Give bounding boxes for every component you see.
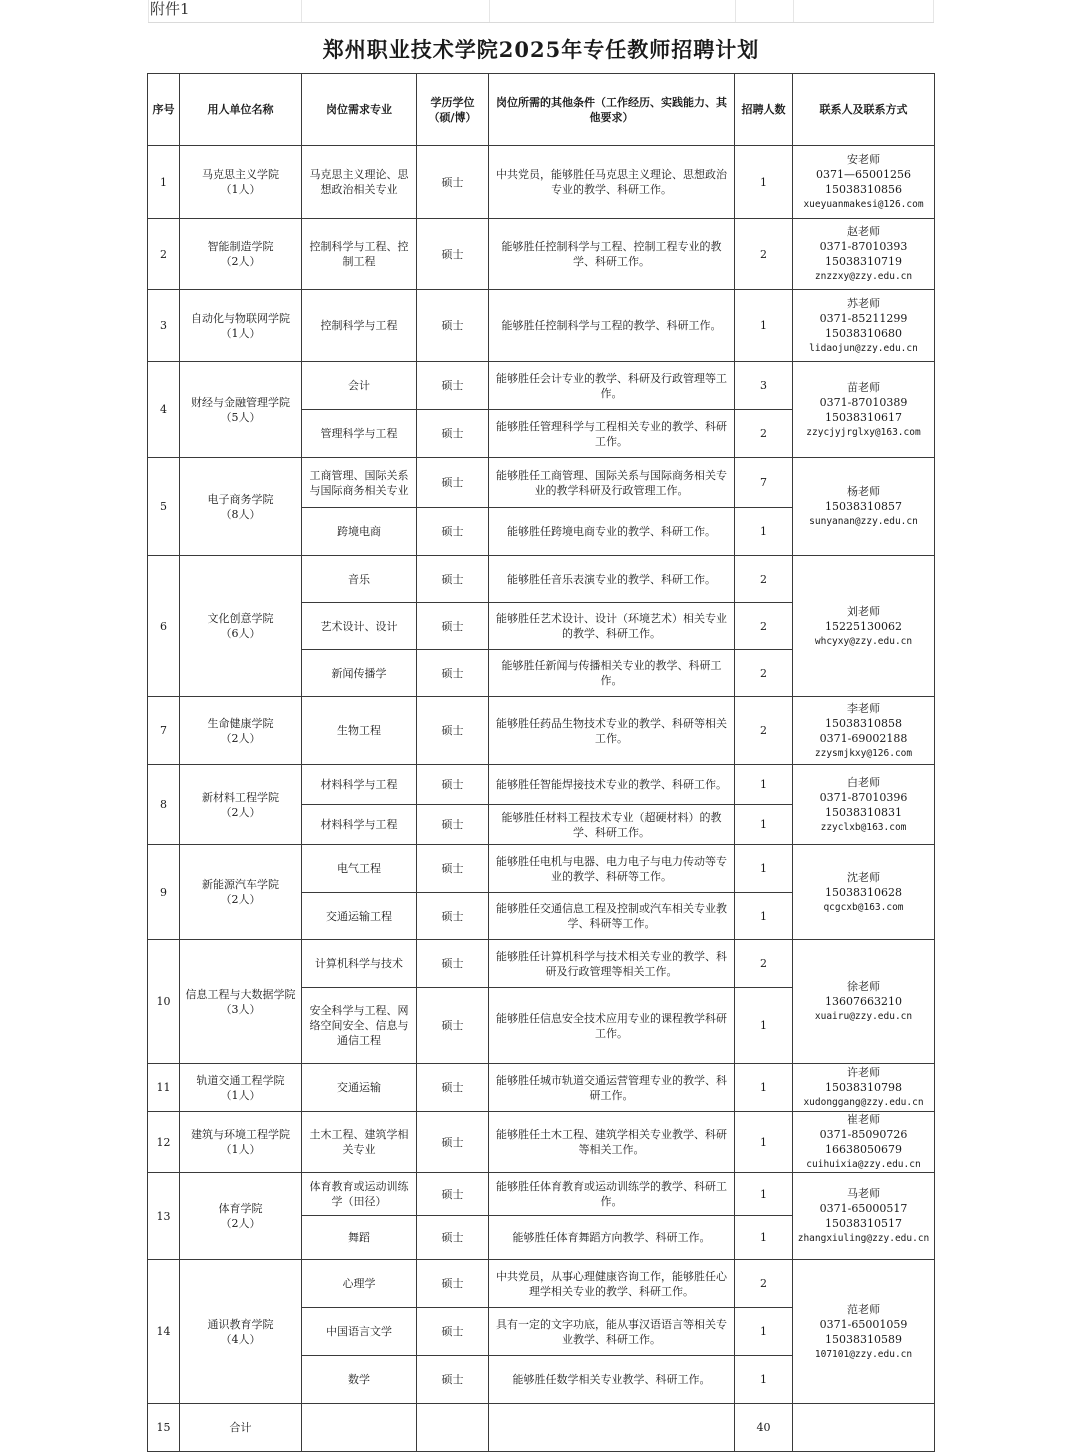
contact-phone: 15038310719 xyxy=(825,255,902,268)
row-number: 6 xyxy=(148,556,180,697)
position-count: 1 xyxy=(735,1064,793,1112)
unit-name-text: 通识教育学院 xyxy=(207,1317,274,1331)
position-count: 1 xyxy=(735,765,793,805)
table-row xyxy=(148,1112,935,1173)
position-major: 电气工程 xyxy=(302,845,417,893)
position-count: 1 xyxy=(735,893,793,940)
unit-name-text: 生命健康学院 xyxy=(207,716,274,730)
header-contact: 联系人及联系方式 xyxy=(793,74,935,146)
unit-name xyxy=(180,458,302,556)
position-degree: 硕士 xyxy=(417,697,489,765)
position-conditions: 能够胜任体育教育或运动训练学的教学、科研工作。 xyxy=(489,1173,735,1216)
position-degree: 硕士 xyxy=(417,893,489,940)
unit-headcount: （1人） xyxy=(220,183,261,196)
contact-name: 马老师 xyxy=(847,1187,880,1200)
table-row xyxy=(148,697,935,765)
position-count: 7 xyxy=(735,458,793,508)
unit-headcount: （8人） xyxy=(220,507,261,521)
position-degree: 硕士 xyxy=(417,508,489,556)
position-degree: 硕士 xyxy=(417,219,489,290)
row-number: 3 xyxy=(148,290,180,362)
position-conditions: 能够胜任计算机科学与技术相关专业的教学、科研及行政管理等相关工作。 xyxy=(489,940,735,988)
position-major: 交通运输工程 xyxy=(302,893,417,940)
unit-name-text: 电子商务学院 xyxy=(207,492,274,506)
position-conditions: 能够胜任数学相关专业教学、科研工作。 xyxy=(489,1356,735,1404)
contact-email: zzysmjkxy@126.com xyxy=(814,747,913,759)
position-conditions: 能够胜任控制科学与工程、控制工程专业的教学、科研工作。 xyxy=(489,219,735,290)
contact-email: znzzxy@zzy.edu.cn xyxy=(814,271,913,282)
contact-name: 苏老师 xyxy=(847,296,880,310)
unit-headcount: （5人） xyxy=(220,410,261,424)
position-conditions: 能够胜任管理科学与工程相关专业的教学、科研工作。 xyxy=(489,410,735,458)
table-row xyxy=(148,1064,935,1112)
contact-phone: 15225130062 xyxy=(825,619,902,633)
row-number: 12 xyxy=(148,1112,180,1173)
position-count: 2 xyxy=(735,219,793,290)
header-major: 岗位需求专业 xyxy=(302,74,417,146)
contact-phone: 15038310589 xyxy=(825,1332,902,1346)
unit-name-text: 新能源汽车学院 xyxy=(202,878,279,891)
contact-email: zzyclxb@163.com xyxy=(820,821,907,833)
table-row xyxy=(148,940,935,988)
row-number: 14 xyxy=(148,1260,180,1404)
top-gridline xyxy=(933,0,934,22)
position-count: 1 xyxy=(735,805,793,845)
top-gridline xyxy=(489,0,490,22)
recruitment-table xyxy=(147,73,935,1452)
position-degree: 硕士 xyxy=(417,146,489,219)
contact-phone: 15038310858 xyxy=(825,716,902,730)
contact-phone: 0371—65001256 xyxy=(816,168,911,181)
contact-name: 白老师 xyxy=(847,775,880,789)
position-count: 1 xyxy=(735,1216,793,1260)
position-degree: 硕士 xyxy=(417,940,489,988)
position-major: 马克思主义理论、思想政治相关专业 xyxy=(302,146,417,219)
unit-headcount: （2人） xyxy=(220,805,261,819)
contact-email: whcyxy@zzy.edu.cn xyxy=(814,635,913,647)
top-gridline xyxy=(301,0,302,22)
position-conditions: 能够胜任艺术设计、设计（环境艺术）相关专业的教学、科研工作。 xyxy=(489,603,735,650)
contact-email: lidaojun@zzy.edu.cn xyxy=(809,342,918,354)
position-count: 1 xyxy=(735,290,793,362)
contact-email: xudonggang@zzy.edu.cn xyxy=(803,1097,924,1108)
contact-email: cuihuixia@zzy.edu.cn xyxy=(806,1159,921,1170)
position-conditions: 中共党员，从事心理健康咨询工作，能够胜任心理学相关专业的教学、科研工作。 xyxy=(489,1260,735,1308)
unit-headcount: （4人） xyxy=(220,1332,261,1346)
contact-info xyxy=(793,1064,935,1112)
total-empty-major xyxy=(302,1404,417,1452)
unit-headcount: （2人） xyxy=(220,1217,261,1230)
position-major: 控制科学与工程 xyxy=(302,290,417,362)
top-divider xyxy=(148,22,934,23)
total-empty-degree xyxy=(417,1404,489,1452)
position-count: 2 xyxy=(735,940,793,988)
position-major: 心理学 xyxy=(302,1260,417,1308)
table-row xyxy=(148,1173,935,1216)
unit-name-text: 智能制造学院 xyxy=(207,240,274,253)
unit-name-text: 文化创意学院 xyxy=(207,612,274,625)
position-degree: 硕士 xyxy=(417,1308,489,1356)
position-degree: 硕士 xyxy=(417,1260,489,1308)
position-major: 交通运输 xyxy=(302,1064,417,1112)
position-degree: 硕士 xyxy=(417,988,489,1064)
contact-name: 许老师 xyxy=(847,1066,880,1079)
contact-name: 范老师 xyxy=(847,1302,880,1316)
unit-headcount: （1人） xyxy=(220,1088,261,1102)
position-major: 艺术设计、设计 xyxy=(302,603,417,650)
contact-email: zhangxiuling@zzy.edu.cn xyxy=(797,1233,930,1244)
contact-phone: 0371-87010389 xyxy=(819,395,908,409)
contact-phone: 15038310680 xyxy=(825,326,902,340)
position-major: 音乐 xyxy=(302,556,417,603)
unit-headcount: （1人） xyxy=(220,1143,261,1156)
total-row xyxy=(148,1404,935,1452)
position-count: 2 xyxy=(735,650,793,697)
position-count: 2 xyxy=(735,410,793,458)
position-count: 1 xyxy=(735,1112,793,1173)
position-conditions: 能够胜任体育舞蹈方向教学、科研工作。 xyxy=(489,1216,735,1260)
unit-name xyxy=(180,219,302,290)
contact-name: 徐老师 xyxy=(847,980,880,993)
contact-name: 安老师 xyxy=(847,153,880,166)
contact-phone: 15038310628 xyxy=(825,885,902,899)
position-degree: 硕士 xyxy=(417,1356,489,1404)
contact-info xyxy=(793,290,935,362)
unit-name-text: 新材料工程学院 xyxy=(202,790,279,804)
table-row xyxy=(148,146,935,219)
contact-email: qcgcxb@163.com xyxy=(823,901,904,913)
position-major: 中国语言文学 xyxy=(302,1308,417,1356)
position-degree: 硕士 xyxy=(417,458,489,508)
total-number: 15 xyxy=(148,1404,180,1452)
position-count: 2 xyxy=(735,603,793,650)
contact-info xyxy=(793,362,935,458)
position-degree: 硕士 xyxy=(417,410,489,458)
total-count: 40 xyxy=(735,1404,793,1452)
position-conditions: 能够胜任控制科学与工程的教学、科研工作。 xyxy=(489,290,735,362)
position-count: 1 xyxy=(735,845,793,893)
contact-info xyxy=(793,697,935,765)
unit-headcount: （2人） xyxy=(220,731,261,745)
position-major: 材料科学与工程 xyxy=(302,765,417,805)
unit-headcount: （2人） xyxy=(220,255,261,268)
unit-name-text: 马克思主义学院 xyxy=(202,168,279,181)
position-degree: 硕士 xyxy=(417,1064,489,1112)
position-count: 1 xyxy=(735,1308,793,1356)
position-major: 数学 xyxy=(302,1356,417,1404)
position-degree: 硕士 xyxy=(417,1112,489,1173)
table-row xyxy=(148,556,935,603)
unit-headcount: （6人） xyxy=(220,627,261,640)
position-major: 体育教育或运动训练学（田径） xyxy=(302,1173,417,1216)
page-title: 郑州职业技术学院2025年专任教师招聘计划 xyxy=(322,37,760,62)
table-row xyxy=(148,362,935,410)
position-conditions: 能够胜任会计专业的教学、科研及行政管理等工作。 xyxy=(489,362,735,410)
position-degree: 硕士 xyxy=(417,1216,489,1260)
position-conditions: 能够胜任音乐表演专业的教学、科研工作。 xyxy=(489,556,735,603)
position-conditions: 能够胜任材料工程技术专业（超硬材料）的教学、科研工作。 xyxy=(489,805,735,845)
position-major: 生物工程 xyxy=(302,697,417,765)
contact-info xyxy=(793,1112,935,1173)
contact-email: sunyanan@zzy.edu.cn xyxy=(809,516,918,527)
table-row xyxy=(148,290,935,362)
contact-phone: 13607663210 xyxy=(825,995,902,1008)
position-degree: 硕士 xyxy=(417,805,489,845)
contact-name: 刘老师 xyxy=(847,604,880,618)
position-count: 1 xyxy=(735,1356,793,1404)
position-count: 2 xyxy=(735,556,793,603)
table-row xyxy=(148,845,935,893)
contact-phone: 0371-69002188 xyxy=(819,731,908,745)
contact-phone: 15038310517 xyxy=(825,1217,902,1230)
unit-name xyxy=(180,845,302,940)
position-degree: 硕士 xyxy=(417,290,489,362)
unit-name xyxy=(180,362,302,458)
position-conditions: 具有一定的文字功底，能从事汉语语言等相关专业教学、科研工作。 xyxy=(489,1308,735,1356)
position-degree: 硕士 xyxy=(417,845,489,893)
unit-name xyxy=(180,1064,302,1112)
contact-info xyxy=(793,556,935,697)
unit-name xyxy=(180,556,302,697)
contact-info xyxy=(793,1173,935,1260)
contact-phone: 0371-65000517 xyxy=(819,1202,908,1215)
contact-phone: 0371-85090726 xyxy=(819,1128,908,1141)
row-number: 11 xyxy=(148,1064,180,1112)
position-count: 1 xyxy=(735,146,793,219)
position-conditions: 能够胜任电机与电器、电力电子与电力传动等专业的教学、科研等工作。 xyxy=(489,845,735,893)
position-degree: 硕士 xyxy=(417,556,489,603)
contact-phone: 15038310617 xyxy=(825,410,902,424)
header-degree: 学历学位（硕/博） xyxy=(417,74,489,146)
row-number: 5 xyxy=(148,458,180,556)
position-degree: 硕士 xyxy=(417,1173,489,1216)
header-conditions: 岗位所需的其他条件（工作经历、实践能力、其他要求） xyxy=(489,74,735,146)
top-gridline xyxy=(148,0,149,22)
contact-phone: 0371-85211299 xyxy=(819,311,908,325)
unit-name xyxy=(180,765,302,845)
position-conditions: 能够胜任城市轨道交通运营管理专业的教学、科研工作。 xyxy=(489,1064,735,1112)
position-major: 管理科学与工程 xyxy=(302,410,417,458)
position-conditions: 能够胜任工商管理、国际关系与国际商务相关专业的教学科研及行政管理工作。 xyxy=(489,458,735,508)
position-major: 跨境电商 xyxy=(302,508,417,556)
header-no: 序号 xyxy=(148,74,180,146)
unit-name xyxy=(180,290,302,362)
position-major: 材料科学与工程 xyxy=(302,805,417,845)
contact-info xyxy=(793,219,935,290)
position-major: 工商管理、国际关系与国际商务相关专业 xyxy=(302,458,417,508)
position-major: 会计 xyxy=(302,362,417,410)
contact-name: 李老师 xyxy=(847,701,880,715)
unit-name xyxy=(180,940,302,1064)
contact-email: zzycjyjrglxy@163.com xyxy=(806,426,921,438)
unit-name xyxy=(180,146,302,219)
position-count: 1 xyxy=(735,1173,793,1216)
position-conditions: 能够胜任土木工程、建筑学相关专业教学、科研等相关工作。 xyxy=(489,1112,735,1173)
contact-phone: 15038310857 xyxy=(825,500,902,513)
unit-headcount: （2人） xyxy=(220,893,261,906)
unit-name-text: 财经与金融管理学院 xyxy=(191,395,290,409)
contact-info xyxy=(793,845,935,940)
contact-info xyxy=(793,458,935,556)
header-unit: 用人单位名称 xyxy=(180,74,302,146)
table-row xyxy=(148,458,935,508)
contact-info xyxy=(793,940,935,1064)
position-major: 新闻传播学 xyxy=(302,650,417,697)
position-major: 土木工程、建筑学相关专业 xyxy=(302,1112,417,1173)
unit-headcount: （1人） xyxy=(220,326,261,340)
position-conditions: 能够胜任信息安全技术应用专业的课程教学科研工作。 xyxy=(489,988,735,1064)
contact-name: 赵老师 xyxy=(847,225,880,238)
contact-email: xueyuanmakesi@126.com xyxy=(803,199,924,210)
unit-name-text: 轨道交通工程学院 xyxy=(196,1073,285,1087)
position-conditions: 中共党员，能够胜任马克思主义理论、思想政治专业的教学、科研工作。 xyxy=(489,146,735,219)
total-empty-contact xyxy=(793,1404,935,1452)
position-degree: 硕士 xyxy=(417,650,489,697)
contact-info xyxy=(793,146,935,219)
table-row xyxy=(148,1260,935,1308)
unit-name-text: 建筑与环境工程学院 xyxy=(191,1128,290,1141)
position-conditions: 能够胜任新闻与传播相关专业的教学、科研工作。 xyxy=(489,650,735,697)
unit-name xyxy=(180,1260,302,1404)
position-count: 3 xyxy=(735,362,793,410)
top-gridline xyxy=(793,0,794,22)
header-row xyxy=(148,74,935,146)
position-conditions: 能够胜任跨境电商专业的教学、科研工作。 xyxy=(489,508,735,556)
contact-phone: 0371-87010396 xyxy=(819,790,908,804)
row-number: 13 xyxy=(148,1173,180,1260)
table-row xyxy=(148,219,935,290)
row-number: 9 xyxy=(148,845,180,940)
contact-email: 107101@zzy.edu.cn xyxy=(814,1348,913,1360)
contact-phone: 15038310798 xyxy=(825,1081,902,1094)
unit-name-text: 信息工程与大数据学院 xyxy=(185,987,296,1001)
contact-email: xuairu@zzy.edu.cn xyxy=(814,1011,913,1022)
position-conditions: 能够胜任交通信息工程及控制或汽车相关专业教学、科研等工作。 xyxy=(489,893,735,940)
contact-phone: 16638050679 xyxy=(825,1143,902,1156)
total-empty-conditions xyxy=(489,1404,735,1452)
position-count: 1 xyxy=(735,508,793,556)
contact-phone: 15038310856 xyxy=(825,183,902,196)
header-count: 招聘人数 xyxy=(735,74,793,146)
position-degree: 硕士 xyxy=(417,362,489,410)
position-degree: 硕士 xyxy=(417,603,489,650)
contact-info xyxy=(793,1260,935,1404)
top-gridline xyxy=(735,0,736,22)
table-row xyxy=(148,765,935,805)
total-label: 合计 xyxy=(180,1404,302,1452)
row-number: 8 xyxy=(148,765,180,845)
row-number: 7 xyxy=(148,697,180,765)
position-degree: 硕士 xyxy=(417,765,489,805)
position-conditions: 能够胜任智能焊接技术专业的教学、科研工作。 xyxy=(489,765,735,805)
row-number: 4 xyxy=(148,362,180,458)
position-major: 计算机科学与技术 xyxy=(302,940,417,988)
position-major: 控制科学与工程、控制工程 xyxy=(302,219,417,290)
unit-name xyxy=(180,697,302,765)
contact-phone: 15038310831 xyxy=(825,805,902,819)
position-major: 安全科学与工程、网络空间安全、信息与通信工程 xyxy=(302,988,417,1064)
contact-name: 沈老师 xyxy=(847,870,880,884)
position-count: 2 xyxy=(735,697,793,765)
unit-name xyxy=(180,1112,302,1173)
unit-name-text: 体育学院 xyxy=(218,1202,263,1215)
position-count: 1 xyxy=(735,988,793,1064)
contact-name: 苗老师 xyxy=(847,380,880,394)
row-number: 1 xyxy=(148,146,180,219)
contact-phone: 0371-65001059 xyxy=(819,1317,908,1331)
row-number: 10 xyxy=(148,940,180,1064)
position-conditions: 能够胜任药品生物技术专业的教学、科研等相关工作。 xyxy=(489,697,735,765)
attachment-label: 附件1 xyxy=(150,0,190,18)
contact-name: 崔老师 xyxy=(847,1113,880,1126)
unit-name-text: 自动化与物联网学院 xyxy=(191,311,290,325)
contact-info xyxy=(793,765,935,845)
position-major: 舞蹈 xyxy=(302,1216,417,1260)
unit-name xyxy=(180,1173,302,1260)
contact-phone: 0371-87010393 xyxy=(819,240,908,253)
unit-headcount: （3人） xyxy=(220,1002,261,1016)
contact-name: 杨老师 xyxy=(847,485,880,498)
position-count: 2 xyxy=(735,1260,793,1308)
row-number: 2 xyxy=(148,219,180,290)
